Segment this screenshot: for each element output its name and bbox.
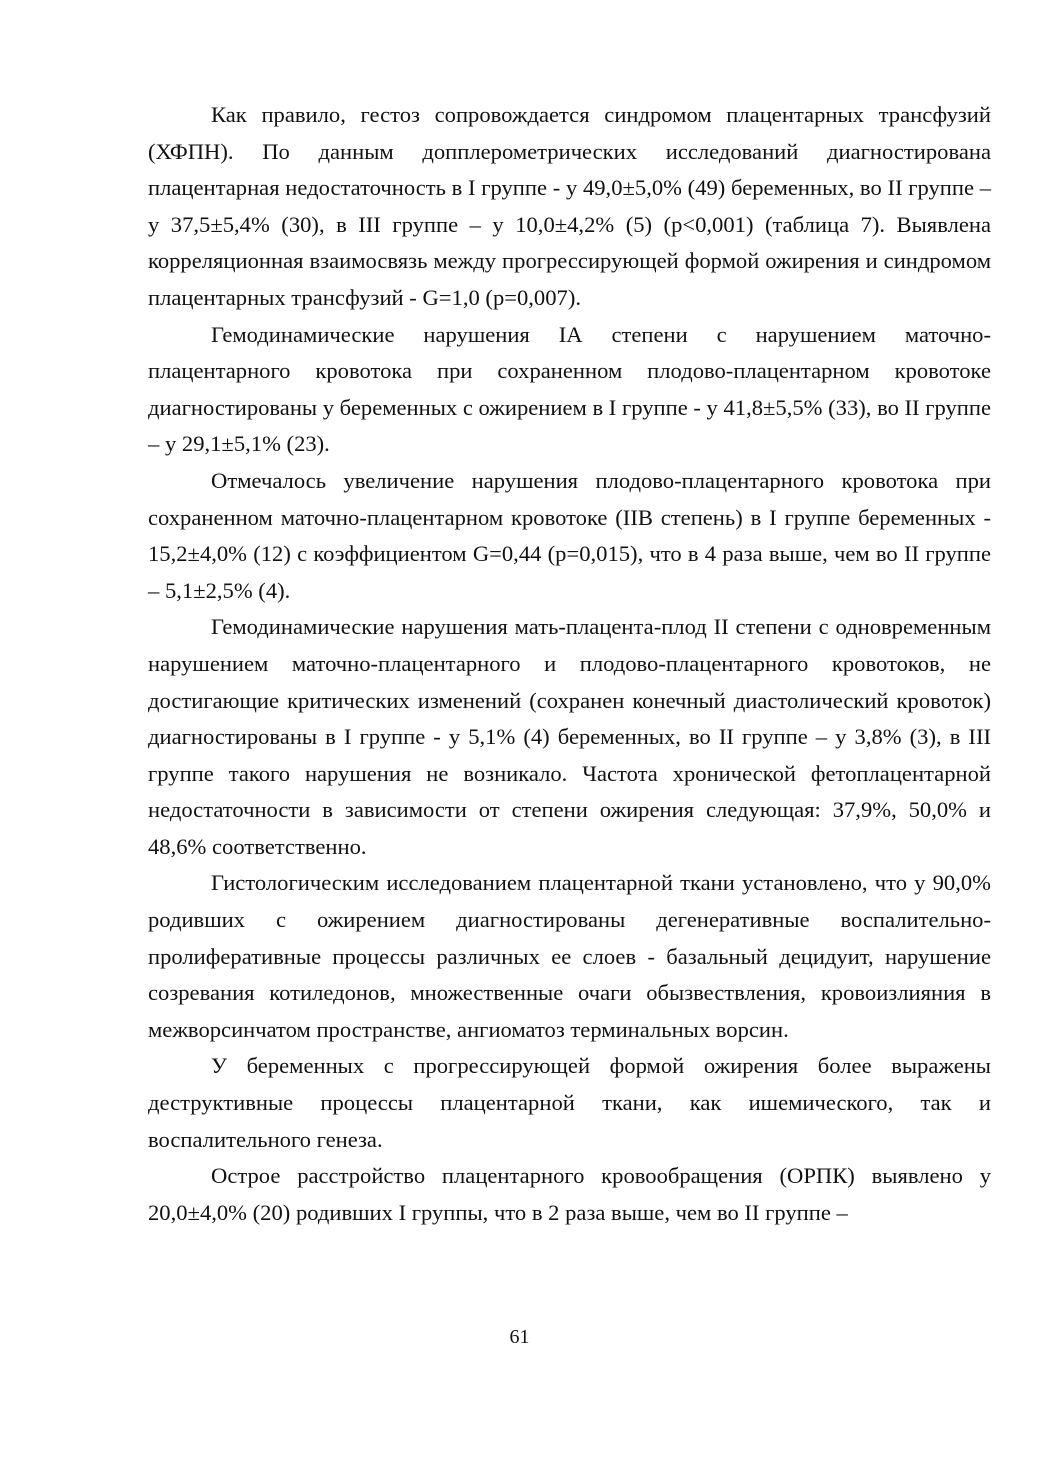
page-number: 61 (509, 1326, 530, 1348)
paragraph-destructive-processes: У беременных с прогрессирующей формой ожирения более выражены деструктивные процессы плацентарной ткани, как ишемического, так и воспалительного генеза. (148, 1053, 991, 1152)
page-body (148, 97, 991, 1231)
paragraph-hemodynamic-iib: Отмечалось увеличение нарушения плодово-плацентарного кровотока при сохраненном маточно-плацентарном кровотоке (IIВ степень) в I группе беременных - 15,2±4,0% (12) с коэффициентом G=0,44 (р=0,015), что в 4 раза выше, чем во II группе – 5,1±2,5% (4). (148, 467, 991, 603)
paragraph-histology: Гистологическим исследованием плацентарной ткани установлено, что у 90,0% родивших с ожирением диагностированы дегенеративные воспалительно-пролиферативные процессы различных ее слоев - базальный децидуит, нарушение созревания котиледонов, множественные очаги обызвествления, кровоизлияния в межворсинчатом пространстве, ангиоматоз терминальных ворсин. (148, 870, 991, 1042)
paragraph-acute-circulation-disorder: Острое расстройство плацентарного кровообращения (ОРПК) выявлено у 20,0±4,0% (20) родивших I группы, что в 2 раза выше, чем во II группе – (148, 1163, 991, 1225)
paragraph-hemodynamic-ii: Гемодинамические нарушения мать-плацента-плод II степени с одновременным нарушением маточно-плацентарного и плодово-плацентарного кровотоков, не достигающие критических изменений (сохранен конечный диастолический кровоток) диагностированы в I группе - у 5,1% (4) беременных, во II группе – у 3,8% (3), в III группе такого нарушения не возникало. Частота хронической фетоплацентарной недостаточности в зависимости от степени ожирения следующая: 37,9%, 50,0% и 48,6% соответственно. (148, 614, 991, 859)
paragraph-gestosis-fppi: Как правило, гестоз сопровождается синдромом плацентарных трансфузий (ХФПН). По данным допплерометрических исследований диагностирована плацентарная недостаточность в I группе - у 49,0±5,0% (49) беременных, во II группе – у 37,5±5,4% (30), в III группе – у 10,0±4,2% (5) (р<0,001) (таблица 7). Выявлена корреляционная взаимосвязь между прогрессирующей формой ожирения и синдромом плацентарных трансфузий - G=1,0 (р=0,007). (148, 102, 991, 310)
paragraph-hemodynamic-ia: Гемодинамические нарушения IА степени с нарушением маточно-плацентарного кровотока при сохраненном плодово-плацентарном кровотоке диагностированы у беременных с ожирением в I группе - у 41,8±5,5% (33), во II группе – у 29,1±5,1% (23). (148, 321, 992, 457)
